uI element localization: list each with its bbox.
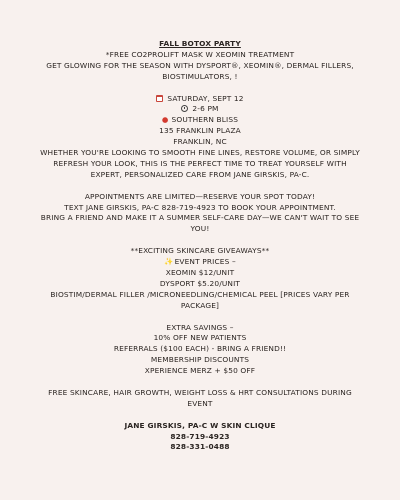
booking-line: TEXT JANE GIRSKIS, PA-C 828-719-4923 TO BOOK YOUR APPOINTMENT. xyxy=(64,202,336,212)
flyer-title: FALL BOTOX PARTY xyxy=(159,39,241,48)
spacer xyxy=(0,377,400,388)
event-address: 135 FRANKLIN PLAZA xyxy=(159,126,241,136)
price-item: BIOSTIM/DERMAL FILLER /MICRONEEDLING/CHEMICAL PEEL [PRICES VARY PER xyxy=(50,289,350,299)
event-city: FRANKLIN, NC xyxy=(173,137,227,147)
event-time xyxy=(0,104,400,115)
pin-icon: ● xyxy=(161,115,169,125)
event-date xyxy=(0,94,400,105)
calendar-icon xyxy=(156,95,163,102)
price-item: XEOMIN $12/UNIT xyxy=(165,267,235,277)
contact-name: JANE GIRSKIS, PA-C W SKIN CLIQUE xyxy=(124,420,276,430)
event-venue-text: SOUTHERN BLISS xyxy=(171,115,239,125)
event-date-text: SATURDAY, SEPT 12 xyxy=(167,93,244,103)
booking-line: APPOINTMENTS ARE LIMITED—RESERVE YOUR SPOT TODAY! xyxy=(84,191,316,201)
prices-heading-text: EVENT PRICES – xyxy=(174,257,236,267)
booking-line: YOU! xyxy=(190,224,210,234)
spacer xyxy=(0,235,400,246)
intro-line: GET GLOWING FOR THE SEASON WITH DYSPORT®, XEOMIN®, DERMAL FILLERS, xyxy=(46,60,354,70)
spacer xyxy=(0,83,400,94)
intro-line: *FREE CO2PROLIFT MASK W XEOMIN TREATMENT xyxy=(105,49,295,59)
spacer xyxy=(0,181,400,192)
description-line: REFRESH YOUR LOOK, THIS IS THE PERFECT TIME TO TREAT YOURSELF WITH xyxy=(53,158,347,168)
event-time-text: 2-6 PM xyxy=(192,104,219,114)
prices-heading xyxy=(0,257,400,268)
savings-item: MEMBERSHIP DISCOUNTS xyxy=(150,355,250,365)
consultations-line: EVENT xyxy=(187,398,213,408)
booking-line: BRING A FRIEND AND MAKE IT A SUMMER SELF-CARE DAY—WE CAN'T WAIT TO SEE xyxy=(40,213,360,223)
event-venue xyxy=(0,115,400,126)
spacer xyxy=(0,410,400,421)
description-line: EXPERT, PERSONALIZED CARE FROM JANE GIRSKIS, PA-C. xyxy=(90,169,310,179)
savings-item: 10% OFF NEW PATIENTS xyxy=(153,333,247,343)
description-line: WHETHER YOU'RE LOOKING TO SMOOTH FINE LINES, RESTORE VOLUME, OR SIMPLY xyxy=(40,148,360,158)
giveaways-heading: **EXCITING SKINCARE GIVEAWAYS** xyxy=(130,246,270,256)
savings-item: REFERRALS ($100 EACH) - BRING A FRIEND!! xyxy=(113,344,287,354)
clock-icon xyxy=(181,105,188,112)
sparkle-icon: ✨ xyxy=(164,257,174,267)
price-item: DYSPORT $5.20/UNIT xyxy=(159,278,241,288)
savings-heading: EXTRA SAVINGS – xyxy=(166,322,234,332)
spacer xyxy=(0,312,400,323)
consultations-line: FREE SKINCARE, HAIR GROWTH, WEIGHT LOSS & HRT CONSULTATIONS DURING xyxy=(48,387,352,397)
contact-phone: 828-331-0488 xyxy=(170,442,230,452)
contact-phone: 828-719-4923 xyxy=(170,431,230,441)
price-item: PACKAGE] xyxy=(180,300,220,310)
savings-item: XPERIENCE MERZ + $50 OFF xyxy=(144,366,256,376)
intro-line: BIOSTIMULATORS, ! xyxy=(162,71,238,81)
